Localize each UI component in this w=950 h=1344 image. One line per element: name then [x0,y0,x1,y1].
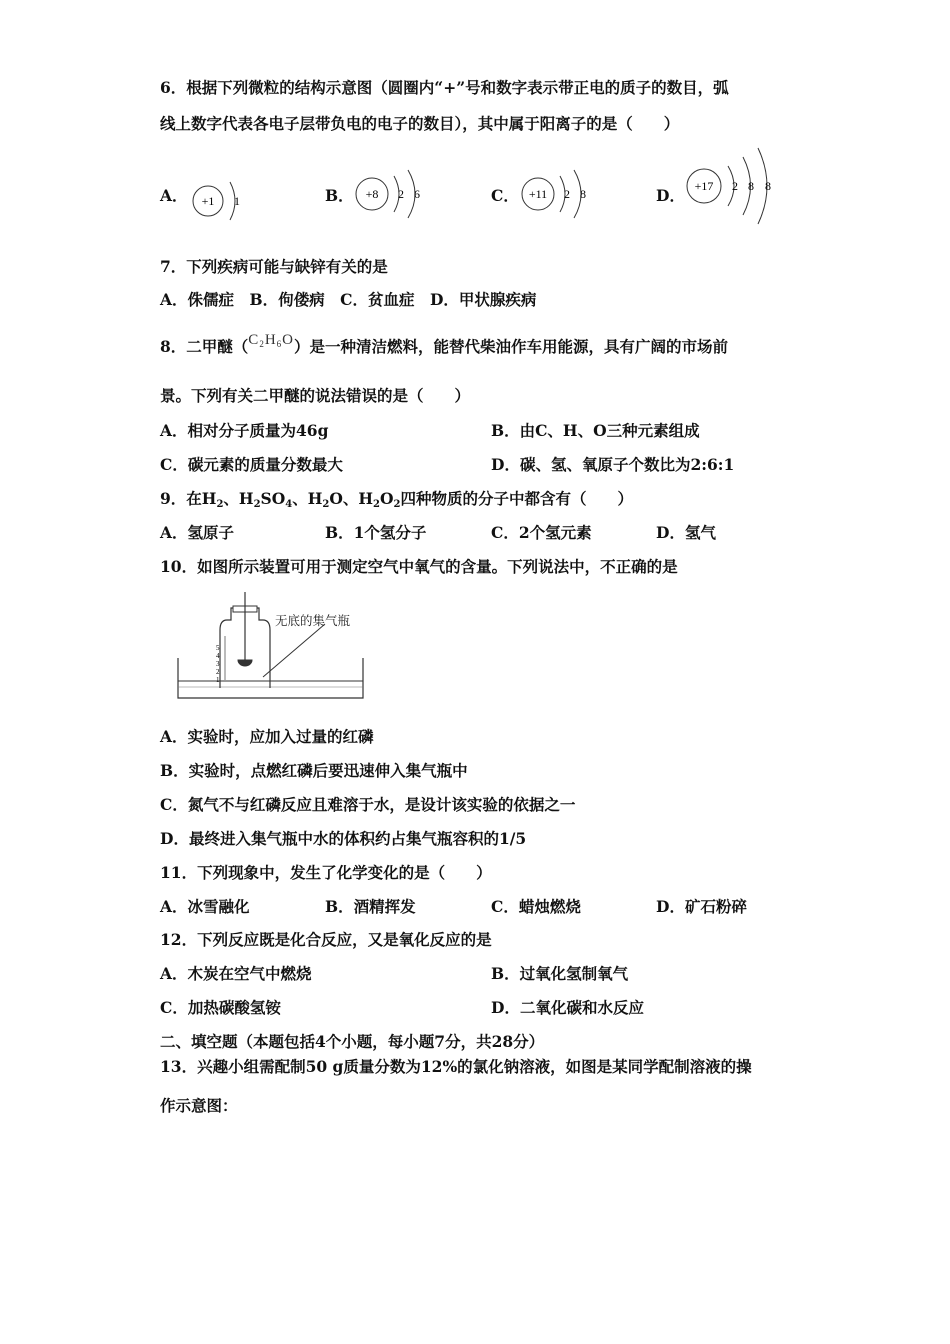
q6-option-b-diagram [350,166,440,226]
q6-option-b-label: B． [325,186,354,205]
q7-options: A．侏儒症 B．佝偻病 C．贫血症 D．甲状腺疾病 [160,290,537,309]
shell-electrons-2: 8 [748,179,754,193]
q8-stem-line1 [160,332,729,362]
q9-option-a: A．氢原子 [160,523,235,542]
scale-mark: 3 [216,660,220,668]
q8-option-b: B．由C、H、O三种元素组成 [491,421,700,440]
q8-option-d: D．碳、氢、氧原子个数比为2:6:1 [491,455,735,474]
shell-electrons-2: 6 [414,187,420,201]
q9-sub: 2 [393,499,401,510]
q9-sub: 2 [322,499,330,510]
q8-stem-line2: 景。下列有关二甲醚的说法错误的是（ ） [160,386,471,405]
q9-part: 、H [292,489,323,508]
shell-electrons-1: 2 [564,187,570,201]
q12-option-b: B．过氧化氢制氧气 [491,964,629,983]
q11-option-a: A．冰雪融化 [160,897,250,916]
q10-option-d: D．最终进入集气瓶中水的体积约占集气瓶容积的1/5 [160,829,527,848]
shell-electrons: 1 [234,194,240,208]
nucleus-charge: +8 [365,187,379,201]
q9-sub: 2 [253,499,261,510]
q6-option-c-diagram [516,166,606,226]
section-heading: 二、填空题（本题包括4个小题，每小题7分，共28分） [160,1032,545,1051]
q6-option-d-diagram [684,144,784,226]
q9-part: 9．在H [160,489,217,508]
q13-stem-line2: 作示意图： [160,1096,238,1115]
formula-c-sub: 2 [259,339,265,349]
formula-o: O [282,332,294,348]
q9-sub: 4 [285,499,293,510]
q8-option-a: A．相对分子质量为46g [160,421,329,440]
scale-mark: 1 [216,676,220,684]
q9-option-d: D．氢气 [656,523,716,542]
q8-formula [248,332,294,348]
q12-option-d: D．二氧化碳和水反应 [491,998,644,1017]
q12-stem: 12．下列反应既是化合反应，又是氧化反应的是 [160,930,492,949]
nucleus-charge: +11 [528,187,548,201]
q11-option-b: B．酒精挥发 [325,897,416,916]
shell-electrons-1: 2 [732,179,738,193]
shell-electrons-3: 8 [765,179,771,193]
q6-option-d-label: D． [656,186,685,205]
formula-h-sub: 6 [276,339,283,349]
q12-option-a: A．木炭在空气中燃烧 [160,964,312,983]
q8-option-c: C．碳元素的质量分数最大 [160,455,343,474]
q13-stem-line1: 13．兴趣小组需配制50 g质量分数为12%的氯化钠溶液，如图是某同学配制溶液的操 [160,1057,752,1076]
q6-option-a-label: A． [160,186,188,205]
q10-apparatus-figure [175,590,375,705]
shell-electrons-1: 2 [398,187,404,201]
shell-electrons-2: 8 [580,187,586,201]
combustion-spoon [238,660,252,666]
q6-option-c-label: C． [491,186,519,205]
formula-h: H [264,332,277,348]
q9-part: O [379,489,394,508]
q9-sub: 2 [372,499,380,510]
q11-option-c: C．蜡烛燃烧 [491,897,581,916]
formula-c: C [248,332,260,348]
q10-option-b: B．实验时，点燃红磷后要迅速伸入集气瓶中 [160,761,468,780]
q9-part: 四种物质的分子中都含有（ ） [400,489,633,508]
q12-option-c: C．加热碳酸氢铵 [160,998,281,1017]
q9-part: SO [260,489,286,508]
q10-option-c: C．氮气不与红磷反应且难溶于水，是设计该实验的依据之一 [160,795,576,814]
q9-option-c: C．2个氢元素 [491,523,592,542]
q6-stem-line2: 线上数字代表各电子层带负电的电子的数目），其中属于阳离子的是（ ） [160,114,680,133]
scale-mark: 5 [216,644,220,652]
q9-part: O、H [329,489,373,508]
q9-option-b: B．1个氢分子 [325,523,427,542]
nucleus-charge: +17 [694,179,714,193]
q9-sub: 2 [216,499,224,510]
scale-mark: 4 [216,652,220,660]
q9-part: 、H [223,489,254,508]
q10-option-a: A．实验时，应加入过量的红磷 [160,727,374,746]
scale-mark: 2 [216,668,220,676]
q9-stem [160,489,633,515]
label-pointer [263,624,325,677]
q7-stem: 7．下列疾病可能与缺锌有关的是 [160,257,388,276]
q8-stem-prefix: 8．二甲醚（ [160,337,249,356]
q6-option-a-diagram [186,170,256,230]
q10-figure-label: 无底的集气瓶 [275,613,351,628]
q10-stem: 10．如图所示装置可用于测定空气中氧气的含量。下列说法中，不正确的是 [160,557,678,576]
q6-stem-line1: 6．根据下列微粒的结构示意图（圆圈内“+”号和数字表示带正电的质子的数目，弧 [160,78,729,97]
q8-stem-suffix: ）是一种清洁燃料，能替代柴油作车用能源，具有广阔的市场前 [294,337,729,356]
q11-stem: 11．下列现象中，发生了化学变化的是（ ） [160,863,492,882]
q11-option-d: D．矿石粉碎 [656,897,747,916]
nucleus-charge: +1 [201,194,215,208]
